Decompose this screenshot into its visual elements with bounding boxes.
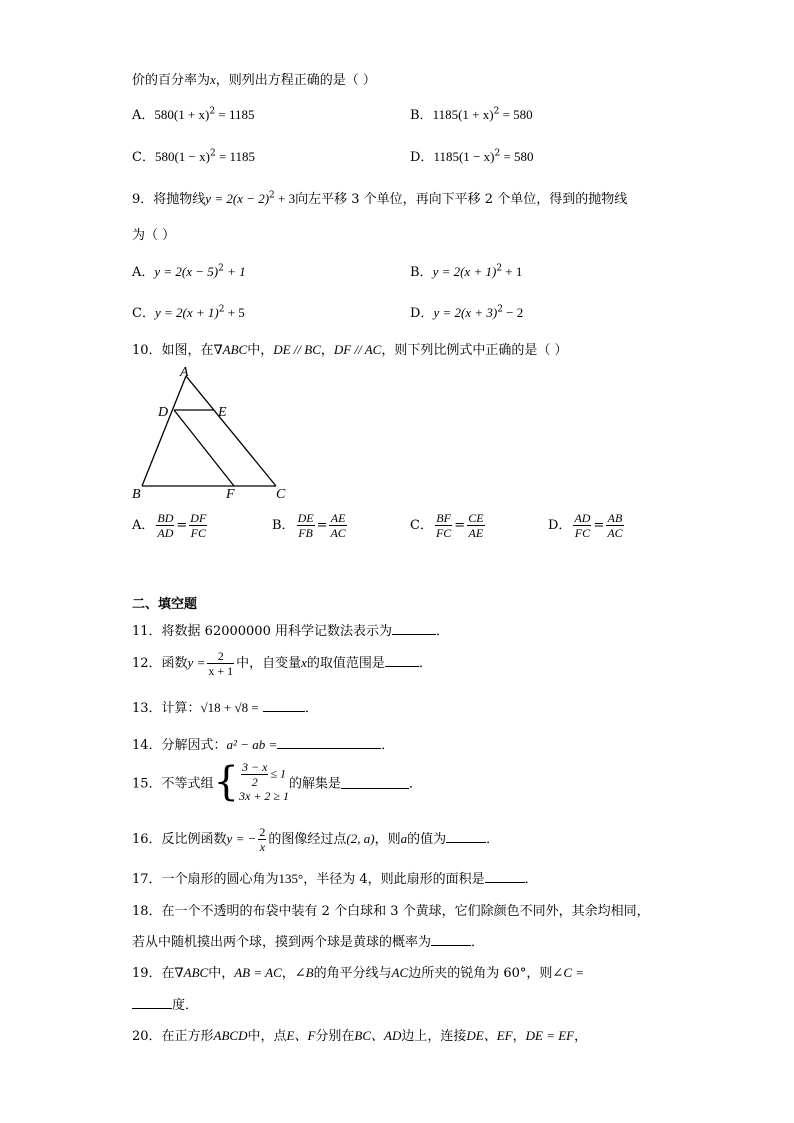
q10-option-a[interactable]: A． $\frac{BD}{AD}$ = $\frac{DF}{FC}$ — [132, 511, 207, 540]
q18-line2: 若从中随机摸出两个球，摸到两个球是黄球的概率为 ． — [132, 935, 485, 950]
q19-answer-blank[interactable] — [132, 996, 172, 1009]
q16-answer-blank[interactable] — [446, 830, 486, 843]
q11: 11．将数据 62000000 用科学记数法表示为 ． — [132, 624, 449, 639]
q8-option-a[interactable]: A．$580(1 + x)^2 = 1185$ — [132, 106, 255, 123]
q18-line1: 18．在一个不透明的布袋中装有 2 个白球和 3 个黄球，它们除颜色不同外，其余均相同， — [132, 904, 650, 919]
q14-answer-blank[interactable] — [277, 736, 381, 749]
edge-ac — [186, 376, 276, 486]
q10-option-d[interactable]: D． $\frac{AD}{FC}$ = $\frac{AB}{AC}$ — [548, 511, 623, 540]
q10-option-c[interactable]: C． $\frac{BF}{FC}$ = $\frac{CE}{AE}$ — [410, 511, 484, 540]
q9-stem: 9．将抛物线$y = 2(x - 2)^2 + 3$向左平移 3 个单位，再向下平移 2 个单位，得到的抛物线 — [132, 190, 628, 207]
q19-line1: 19．在∇ABC中，AB = AC，∠B的角平分线与AC边所夹的锐角为 60°，则∠C = — [132, 965, 585, 981]
q9-option-c[interactable]: C．$y = 2(x + 1)^2 + 5$ — [132, 304, 245, 321]
q14: 14．分解因式：a² − ab = ． — [132, 737, 395, 753]
q15: 15．不等式组{ $\frac{3 - x}{2}$ ≤ 1 3x + 2 ≥ 1 的解集是 ． — [132, 759, 423, 805]
q17: 17．一个扇形的圆心角为135°，半径为 4，则此扇形的面积是 ． — [132, 871, 538, 887]
q16: 16．反比例函数y = − $\frac{2}{x}$ 的图像经过点(2, a)，则a的值为 ． — [132, 825, 500, 854]
segment-df — [174, 410, 234, 486]
q12-answer-blank[interactable] — [385, 654, 419, 667]
q13-answer-blank[interactable] — [263, 699, 305, 712]
q8-stem: 价的百分率为x，则列出方程正确的是（ ） — [132, 72, 376, 88]
q12: 12．函数y = $\frac{2}{x + 1}$ 中，自变量x的取值范围是 ． — [132, 649, 432, 678]
q13: 13．计算：√18 + √8 = ． — [132, 700, 318, 716]
q15-answer-blank[interactable] — [341, 776, 409, 789]
vertex-a-label: A — [180, 365, 189, 380]
q11-answer-blank[interactable] — [392, 622, 436, 635]
q9-option-b[interactable]: B．$y = 2(x + 1)^2 + 1$ — [410, 263, 523, 280]
q9-stem-cont: 为（ ） — [132, 228, 176, 243]
q8-option-d[interactable]: D．$1185(1 - x)^2 = 580$ — [410, 148, 534, 165]
q8-option-c[interactable]: C．$580(1 - x)^2 = 1185$ — [132, 148, 256, 165]
q8-option-b[interactable]: B．$1185(1 + x)^2 = 580$ — [410, 106, 533, 123]
vertex-c-label: C — [276, 487, 286, 502]
point-f-label: F — [226, 487, 235, 502]
q18-answer-blank[interactable] — [431, 933, 471, 946]
triangle-figure — [130, 362, 300, 504]
q19-line2: 度． — [132, 994, 198, 1013]
q10-option-b[interactable]: B． $\frac{DE}{FB}$ = $\frac{AE}{AC}$ — [272, 511, 346, 540]
q10-stem: 10．如图，在∇ABC中，DE // BC，DF // AC，则下列比例式中正确的是（ ） — [132, 342, 568, 358]
point-d-label: D — [158, 405, 169, 420]
q9-option-d[interactable]: D．$y = 2(x + 3)^2 - 2$ — [410, 304, 524, 321]
section-title-fill-blank: 二、填空题 — [132, 597, 198, 612]
q17-answer-blank[interactable] — [485, 870, 525, 883]
vertex-b-label: B — [132, 487, 141, 502]
q9-option-a[interactable]: A．$y = 2(x - 5)^2 + 1$ — [132, 263, 246, 280]
edge-ab — [142, 376, 186, 486]
point-e-label: E — [218, 405, 227, 420]
q20: 20．在正方形ABCD中，点E、F分别在BC、AD边上，连接DE、EF，DE = EF， — [132, 1028, 588, 1044]
brace-icon: { — [213, 759, 239, 805]
